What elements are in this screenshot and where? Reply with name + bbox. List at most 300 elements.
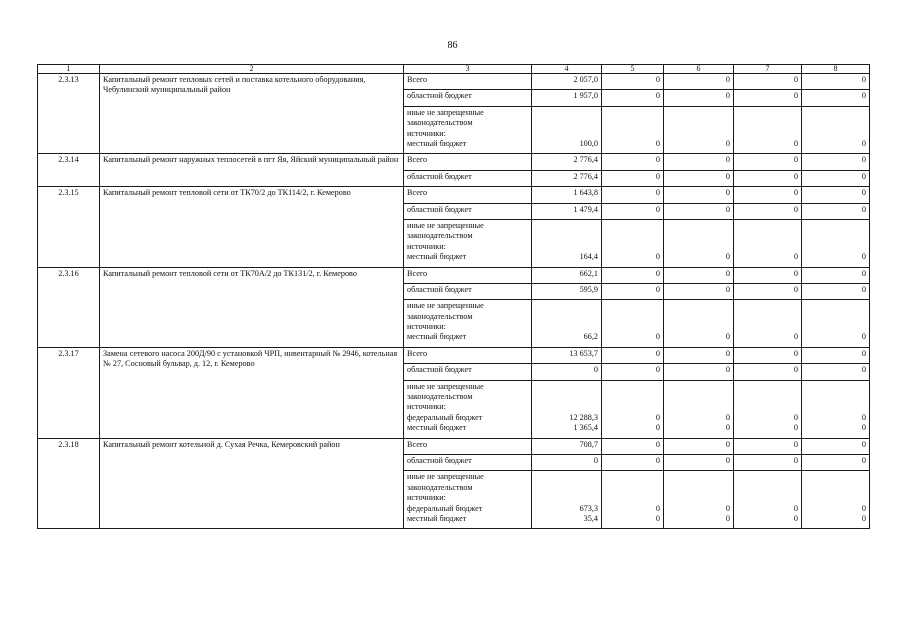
amount-cell xyxy=(532,90,602,106)
funding-source-line: областной бюджет xyxy=(407,204,472,214)
value: 0 xyxy=(793,439,798,449)
value: 0 xyxy=(655,252,660,262)
value: 708,7 xyxy=(579,439,598,449)
spacer xyxy=(535,493,598,503)
value: 0 xyxy=(655,348,660,358)
spacer xyxy=(737,392,798,402)
year-value-cell xyxy=(802,380,870,438)
funding-source xyxy=(404,380,532,438)
spacer xyxy=(667,221,730,231)
spacer xyxy=(737,402,798,412)
spacer xyxy=(737,242,798,252)
value: 0 xyxy=(793,348,798,358)
spacer xyxy=(667,322,730,332)
funding-source xyxy=(404,347,532,363)
year-value-cell xyxy=(734,74,802,90)
year-value-cell xyxy=(664,380,734,438)
spacer xyxy=(805,392,866,402)
spacer xyxy=(535,392,598,402)
spacer xyxy=(805,231,866,241)
value: 0 xyxy=(861,456,866,466)
value: 0 xyxy=(655,171,660,181)
value: 2 776,4 xyxy=(573,155,598,165)
spacer xyxy=(805,322,866,332)
year-value-cell xyxy=(664,90,734,106)
spacer xyxy=(737,108,798,118)
item-name: Замена сетевого насоса 200Д/90 с установкой ЧРП, инвентарный № 2946, котельная № 27, Сосновый бульвар, д. 12, г. Кемерово xyxy=(100,347,404,438)
spacer xyxy=(605,493,660,503)
value: 0 xyxy=(861,412,866,422)
spacer xyxy=(605,382,660,392)
spacer xyxy=(805,129,866,139)
spacer xyxy=(737,382,798,392)
year-value-cell xyxy=(602,471,664,529)
year-value-cell xyxy=(802,283,870,299)
item-name: Капитальный ремонт наружных теплосетей в пгт Яя, Яйский муниципальный район xyxy=(100,154,404,187)
year-value-cell xyxy=(664,154,734,170)
funding-source xyxy=(404,283,532,299)
value: 0 xyxy=(861,332,866,342)
table-row xyxy=(38,347,870,363)
value: 0 xyxy=(793,252,798,262)
value: 0 xyxy=(655,423,660,433)
spacer xyxy=(605,312,660,322)
value: 0 xyxy=(725,171,730,181)
spacer xyxy=(667,129,730,139)
year-value-cell xyxy=(664,203,734,219)
year-value-cell xyxy=(664,471,734,529)
year-value-cell xyxy=(734,203,802,219)
value: 0 xyxy=(793,332,798,342)
funding-source-line: законодательством xyxy=(407,311,473,321)
value: 0 xyxy=(793,412,798,422)
value: 13 653,7 xyxy=(569,348,598,358)
table-row xyxy=(38,438,870,454)
value: 0 xyxy=(793,456,798,466)
value: 0 xyxy=(861,284,866,294)
funding-source-line: Всего xyxy=(407,268,428,278)
funding-source-line: местный бюджет xyxy=(407,514,467,524)
spacer xyxy=(535,402,598,412)
value: 0 xyxy=(793,91,798,101)
spacer xyxy=(737,118,798,128)
year-value-cell xyxy=(602,267,664,283)
spacer xyxy=(667,118,730,128)
value: 0 xyxy=(725,284,730,294)
value: 66,2 xyxy=(583,332,598,342)
value: 0 xyxy=(655,155,660,165)
amount-cell xyxy=(532,203,602,219)
value: 0 xyxy=(861,91,866,101)
column-number: 8 xyxy=(802,65,870,74)
spacer xyxy=(667,301,730,311)
year-value-cell xyxy=(734,267,802,283)
funding-source xyxy=(404,219,532,267)
spacer xyxy=(605,402,660,412)
year-value-cell xyxy=(664,364,734,380)
amount-cell xyxy=(532,74,602,90)
spacer xyxy=(535,242,598,252)
funding-source xyxy=(404,187,532,203)
year-value-cell xyxy=(802,90,870,106)
funding-source xyxy=(404,74,532,90)
value: 0 xyxy=(725,514,730,524)
funding-source-line: Всего xyxy=(407,348,428,358)
value: 0 xyxy=(655,91,660,101)
item-code: 2.3.14 xyxy=(38,154,100,187)
value: 595,9 xyxy=(579,284,598,294)
amount-cell xyxy=(532,364,602,380)
amount-cell xyxy=(532,380,602,438)
value: 0 xyxy=(793,155,798,165)
year-value-cell xyxy=(602,170,664,186)
spacer xyxy=(605,483,660,493)
value: 0 xyxy=(593,456,598,466)
year-value-cell xyxy=(802,471,870,529)
value: 0 xyxy=(793,365,798,375)
value: 0 xyxy=(793,423,798,433)
funding-source-line: областной бюджет xyxy=(407,91,472,101)
spacer xyxy=(535,322,598,332)
table-row xyxy=(38,267,870,283)
year-value-cell xyxy=(602,203,664,219)
spacer xyxy=(805,242,866,252)
year-value-cell xyxy=(602,106,664,154)
value: 0 xyxy=(725,155,730,165)
value: 0 xyxy=(725,439,730,449)
spacer xyxy=(605,242,660,252)
value: 0 xyxy=(655,456,660,466)
year-value-cell xyxy=(734,380,802,438)
year-value-cell xyxy=(734,455,802,471)
year-value-cell xyxy=(664,187,734,203)
year-value-cell xyxy=(664,170,734,186)
funding-source-line: источники: xyxy=(407,241,446,251)
budget-table xyxy=(37,64,870,529)
column-number: 6 xyxy=(664,65,734,74)
value: 0 xyxy=(793,284,798,294)
spacer xyxy=(737,129,798,139)
year-value-cell xyxy=(802,203,870,219)
year-value-cell xyxy=(602,154,664,170)
amount-cell xyxy=(532,300,602,348)
year-value-cell xyxy=(802,187,870,203)
funding-source-line: иные не запрещенные xyxy=(407,381,484,391)
funding-source xyxy=(404,267,532,283)
year-value-cell xyxy=(664,106,734,154)
value: 0 xyxy=(725,365,730,375)
value: 0 xyxy=(861,423,866,433)
year-value-cell xyxy=(802,347,870,363)
year-value-cell xyxy=(664,347,734,363)
spacer xyxy=(805,402,866,412)
value: 0 xyxy=(655,365,660,375)
spacer xyxy=(805,108,866,118)
value: 1 957,0 xyxy=(573,91,598,101)
year-value-cell xyxy=(602,300,664,348)
funding-source-line: Всего xyxy=(407,188,428,198)
spacer xyxy=(605,221,660,231)
funding-source-line: законодательством xyxy=(407,118,473,128)
spacer xyxy=(535,483,598,493)
value: 0 xyxy=(725,423,730,433)
table-row xyxy=(38,154,870,170)
item-name: Капитальный ремонт тепловой сети от ТК70А/2 до ТК131/2, г. Кемерово xyxy=(100,267,404,347)
spacer xyxy=(805,221,866,231)
spacer xyxy=(805,483,866,493)
funding-source xyxy=(404,438,532,454)
year-value-cell xyxy=(802,267,870,283)
funding-source-line: местный бюджет xyxy=(407,423,467,433)
year-value-cell xyxy=(602,347,664,363)
item-name: Капитальный ремонт тепловых сетей и поставка котельного оборудования, Чебулинский муниципальный район xyxy=(100,74,404,154)
item-name: Капитальный ремонт котельной д. Сухая Речка, Кемеровский район xyxy=(100,438,404,529)
amount-cell xyxy=(532,347,602,363)
spacer xyxy=(805,301,866,311)
year-value-cell xyxy=(734,154,802,170)
column-number-row xyxy=(38,65,870,74)
funding-source xyxy=(404,154,532,170)
year-value-cell xyxy=(802,170,870,186)
spacer xyxy=(535,301,598,311)
spacer xyxy=(667,472,730,482)
year-value-cell xyxy=(734,283,802,299)
spacer xyxy=(535,231,598,241)
value: 1 479,4 xyxy=(573,204,598,214)
funding-source-line: областной бюджет xyxy=(407,365,472,375)
value: 1 365,4 xyxy=(573,423,598,433)
value: 0 xyxy=(793,75,798,84)
year-value-cell xyxy=(602,438,664,454)
year-value-cell xyxy=(734,364,802,380)
amount-cell xyxy=(532,267,602,283)
column-number: 3 xyxy=(404,65,532,74)
value: 0 xyxy=(861,348,866,358)
spacer xyxy=(667,402,730,412)
value: 0 xyxy=(655,332,660,342)
value: 0 xyxy=(655,138,660,148)
amount-cell xyxy=(532,106,602,154)
year-value-cell xyxy=(802,74,870,90)
value: 0 xyxy=(861,439,866,449)
spacer xyxy=(535,118,598,128)
value: 0 xyxy=(861,188,866,198)
item-name: Капитальный ремонт тепловой сети от ТК70/2 до ТК114/2, г. Кемерово xyxy=(100,187,404,267)
spacer xyxy=(667,493,730,503)
year-value-cell xyxy=(602,364,664,380)
spacer xyxy=(605,472,660,482)
funding-source-line: областной бюджет xyxy=(407,456,472,466)
value: 0 xyxy=(725,456,730,466)
funding-source-line: законодательством xyxy=(407,482,473,492)
value: 0 xyxy=(655,439,660,449)
spacer xyxy=(667,483,730,493)
value: 0 xyxy=(793,503,798,513)
value: 0 xyxy=(725,332,730,342)
spacer xyxy=(737,221,798,231)
item-code: 2.3.13 xyxy=(38,74,100,154)
value: 1 643,8 xyxy=(573,188,598,198)
spacer xyxy=(737,301,798,311)
table-body xyxy=(38,65,870,529)
year-value-cell xyxy=(664,219,734,267)
funding-source-line: источники: xyxy=(407,128,446,138)
spacer xyxy=(605,322,660,332)
year-value-cell xyxy=(802,219,870,267)
value: 0 xyxy=(725,188,730,198)
funding-source-line: местный бюджет xyxy=(407,138,467,148)
column-number: 1 xyxy=(38,65,100,74)
value: 0 xyxy=(593,365,598,375)
year-value-cell xyxy=(602,455,664,471)
value: 0 xyxy=(655,284,660,294)
funding-source-line: законодательством xyxy=(407,392,473,402)
column-number: 5 xyxy=(602,65,664,74)
spacer xyxy=(535,472,598,482)
funding-source-line: местный бюджет xyxy=(407,252,467,262)
spacer xyxy=(737,472,798,482)
funding-source-line: иные не запрещенные xyxy=(407,220,484,230)
item-code: 2.3.18 xyxy=(38,438,100,529)
value: 0 xyxy=(861,268,866,278)
value: 0 xyxy=(861,252,866,262)
value: 0 xyxy=(725,204,730,214)
funding-source xyxy=(404,471,532,529)
value: 0 xyxy=(793,204,798,214)
value: 0 xyxy=(861,138,866,148)
funding-source-line: Всего xyxy=(407,155,428,165)
spacer xyxy=(605,301,660,311)
value: 0 xyxy=(655,503,660,513)
value: 0 xyxy=(793,138,798,148)
spacer xyxy=(805,382,866,392)
amount-cell xyxy=(532,471,602,529)
value: 0 xyxy=(655,268,660,278)
year-value-cell xyxy=(602,380,664,438)
value: 0 xyxy=(725,75,730,84)
year-value-cell xyxy=(734,438,802,454)
amount-cell xyxy=(532,154,602,170)
spacer xyxy=(805,493,866,503)
spacer xyxy=(737,483,798,493)
spacer xyxy=(605,129,660,139)
spacer xyxy=(605,231,660,241)
spacer xyxy=(737,312,798,322)
column-number: 7 xyxy=(734,65,802,74)
funding-source-line: иные не запрещенные xyxy=(407,107,484,117)
spacer xyxy=(667,392,730,402)
column-number: 2 xyxy=(100,65,404,74)
amount-cell xyxy=(532,283,602,299)
year-value-cell xyxy=(734,170,802,186)
funding-source xyxy=(404,203,532,219)
value: 662,1 xyxy=(579,268,598,278)
value: 0 xyxy=(861,155,866,165)
year-value-cell xyxy=(802,364,870,380)
spacer xyxy=(535,382,598,392)
value: 0 xyxy=(861,365,866,375)
spacer xyxy=(667,382,730,392)
page-number: 86 xyxy=(447,40,458,51)
funding-source-line: иные не запрещенные xyxy=(407,472,484,482)
value: 673,3 xyxy=(579,503,598,513)
spacer xyxy=(535,221,598,231)
year-value-cell xyxy=(802,300,870,348)
spacer xyxy=(667,231,730,241)
spacer xyxy=(737,493,798,503)
spacer xyxy=(667,312,730,322)
value: 0 xyxy=(793,514,798,524)
year-value-cell xyxy=(602,74,664,90)
value: 0 xyxy=(725,268,730,278)
funding-source xyxy=(404,106,532,154)
amount-cell xyxy=(532,455,602,471)
year-value-cell xyxy=(602,90,664,106)
year-value-cell xyxy=(802,438,870,454)
spacer xyxy=(805,472,866,482)
funding-source xyxy=(404,300,532,348)
amount-cell xyxy=(532,170,602,186)
funding-source-line: областной бюджет xyxy=(407,171,472,181)
funding-source xyxy=(404,170,532,186)
value: 0 xyxy=(655,514,660,524)
value: 0 xyxy=(655,412,660,422)
spacer xyxy=(737,322,798,332)
value: 0 xyxy=(861,75,866,84)
year-value-cell xyxy=(664,283,734,299)
year-value-cell xyxy=(802,455,870,471)
year-value-cell xyxy=(602,219,664,267)
value: 2 057,0 xyxy=(573,75,598,84)
spacer xyxy=(605,392,660,402)
value: 0 xyxy=(655,188,660,198)
item-code: 2.3.17 xyxy=(38,347,100,438)
funding-source xyxy=(404,90,532,106)
amount-cell xyxy=(532,438,602,454)
year-value-cell xyxy=(602,187,664,203)
column-number: 4 xyxy=(532,65,602,74)
year-value-cell xyxy=(734,300,802,348)
item-code: 2.3.16 xyxy=(38,267,100,347)
value: 164,4 xyxy=(579,252,598,262)
year-value-cell xyxy=(664,438,734,454)
spacer xyxy=(535,129,598,139)
value: 0 xyxy=(655,204,660,214)
funding-source xyxy=(404,364,532,380)
value: 0 xyxy=(861,503,866,513)
spacer xyxy=(605,108,660,118)
spacer xyxy=(667,242,730,252)
spacer xyxy=(737,231,798,241)
funding-source-line: источники: xyxy=(407,493,446,503)
amount-cell xyxy=(532,219,602,267)
value: 35,4 xyxy=(583,514,598,524)
value: 0 xyxy=(861,514,866,524)
spacer xyxy=(667,108,730,118)
funding-source-line: иные не запрещенные xyxy=(407,301,484,311)
table-row xyxy=(38,74,870,90)
value: 12 288,3 xyxy=(569,412,598,422)
value: 0 xyxy=(793,268,798,278)
spacer xyxy=(535,312,598,322)
year-value-cell xyxy=(664,300,734,348)
year-value-cell xyxy=(734,187,802,203)
year-value-cell xyxy=(802,106,870,154)
value: 0 xyxy=(725,503,730,513)
value: 0 xyxy=(725,138,730,148)
value: 0 xyxy=(725,412,730,422)
funding-source-line: Всего xyxy=(407,75,428,84)
